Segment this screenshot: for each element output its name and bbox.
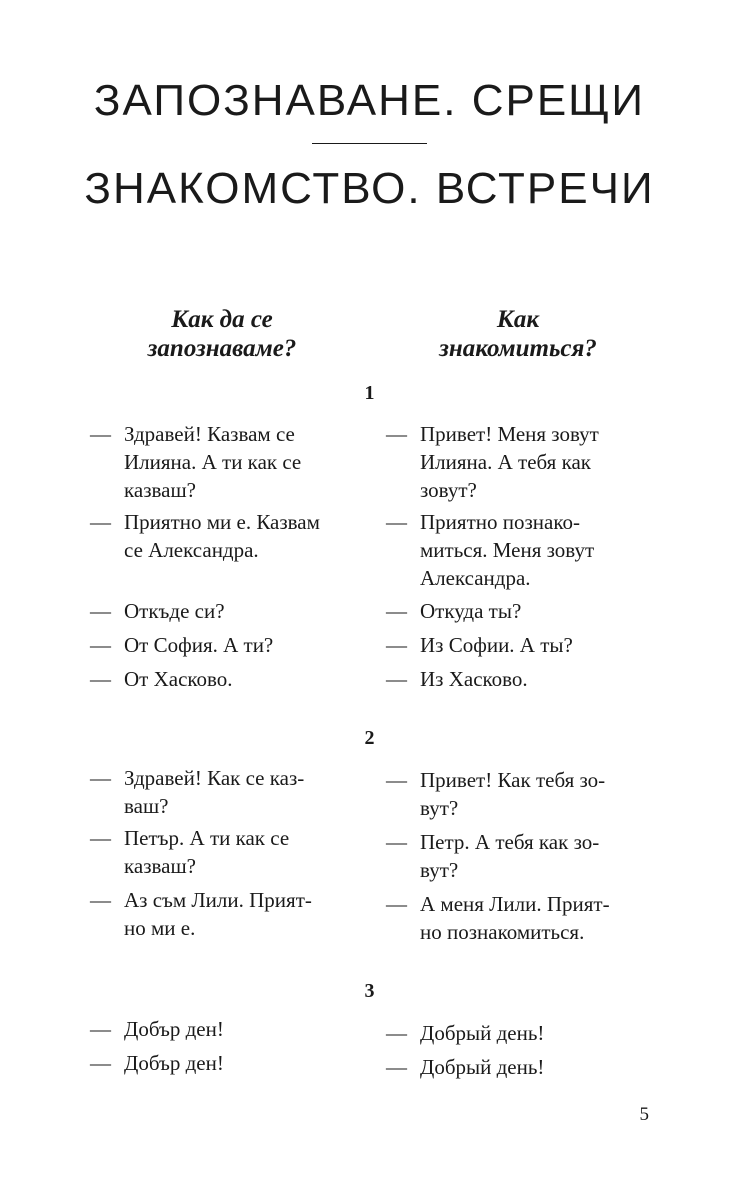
- dialogue-line: казваш?: [124, 478, 196, 502]
- dash: —: [386, 422, 407, 446]
- dialogue-line: Приятно ми е. Казвам: [124, 510, 320, 534]
- dash: —: [90, 826, 111, 850]
- dialogue-line: Петр. А тебя как зо-: [420, 830, 600, 854]
- dash: —: [90, 667, 111, 691]
- dash: —: [90, 1017, 111, 1041]
- dialogue-line: Из Софии. А ты?: [420, 633, 573, 657]
- left-heading-line-1: Как да се: [171, 306, 273, 333]
- dialogue-line: А меня Лили. Прият-: [420, 892, 610, 916]
- dialogue-line: вут?: [420, 858, 459, 882]
- dialogue-line: но познакомиться.: [420, 920, 585, 944]
- dash: —: [386, 633, 407, 657]
- dialogue-line: зовут?: [420, 478, 477, 502]
- title-divider: [312, 143, 427, 144]
- dash: —: [90, 633, 111, 657]
- dash: —: [386, 667, 407, 691]
- dash: —: [90, 422, 111, 446]
- dialogue-line: вут?: [420, 796, 459, 820]
- dash: —: [386, 599, 407, 623]
- dialogue-line: Привет! Меня зовут: [420, 422, 599, 446]
- dash: —: [386, 510, 407, 534]
- section-number-2: 2: [364, 727, 375, 749]
- dialogue-line: Откъде си?: [124, 599, 225, 623]
- dialogue-line: ваш?: [124, 794, 169, 818]
- dialogue-line: Добър ден!: [124, 1051, 224, 1075]
- dash: —: [90, 599, 111, 623]
- dialogue-line: Илияна. А тебя как: [420, 450, 591, 474]
- dialogue-line: Аз съм Лили. Прият-: [124, 888, 312, 912]
- right-heading-line-2: знакомиться?: [439, 335, 597, 362]
- title-bulgarian: ЗАПОЗНАВАНЕ. СРЕЩИ: [93, 76, 646, 125]
- dialogue-line: Из Хасково.: [420, 667, 528, 691]
- dialogue-line: казваш?: [124, 854, 196, 878]
- dialogue-line: От Хасково.: [124, 667, 233, 691]
- right-heading-line-1: Как: [496, 306, 540, 333]
- dialogue-line: Приятно познако-: [420, 510, 580, 534]
- dash: —: [386, 768, 407, 792]
- page-number: 5: [639, 1104, 649, 1125]
- dialogue-line: Привет! Как тебя зо-: [420, 768, 606, 792]
- dash: —: [386, 830, 407, 854]
- right-column-heading: [388, 305, 648, 363]
- dialogue-line: Илияна. А ти как се: [124, 450, 302, 474]
- dialogue-line: Здравей! Казвам се: [124, 422, 295, 446]
- dialogue-line: Добър ден!: [124, 1017, 224, 1041]
- dialogue-line: Александра.: [420, 566, 531, 590]
- dialogue-line: Добрый день!: [420, 1021, 545, 1045]
- section-number-1: 1: [364, 382, 375, 404]
- dialogue-line: Добрый день!: [420, 1055, 545, 1079]
- dash: —: [386, 1021, 407, 1045]
- left-column-heading: [92, 305, 352, 363]
- dialogue-line: се Александра.: [124, 538, 259, 562]
- left-heading-line-2: запознаваме?: [147, 335, 297, 362]
- dialogue-line: Откуда ты?: [420, 599, 522, 623]
- title-russian: ЗНАКОМСТВО. ВСТРЕЧИ: [84, 164, 655, 213]
- dialogue-line: Петър. А ти как се: [124, 826, 290, 850]
- dialogue-line: Здравей! Как се каз-: [124, 766, 305, 790]
- dash: —: [90, 766, 111, 790]
- dash: —: [90, 1051, 111, 1075]
- section-number-3: 3: [364, 980, 375, 1002]
- dialogue-line: миться. Меня зовут: [420, 538, 595, 562]
- dash: —: [90, 888, 111, 912]
- dash: —: [386, 1055, 407, 1079]
- dash: —: [90, 510, 111, 534]
- dialogue-line: но ми е.: [124, 916, 196, 940]
- dialogue-line: От София. А ти?: [124, 633, 274, 657]
- dash: —: [386, 892, 407, 916]
